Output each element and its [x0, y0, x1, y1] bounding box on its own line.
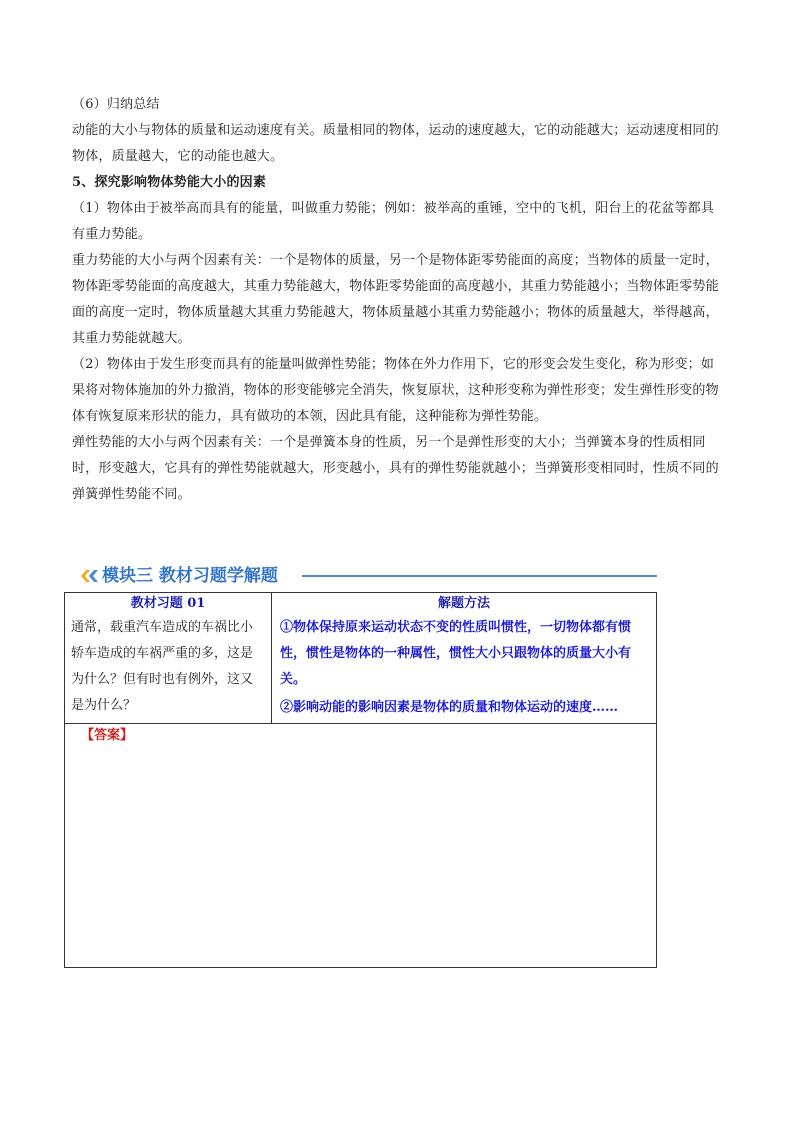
- paragraph-elastic-factors: 弹性势能的大小与两个因素有关：一个是弹簧本身的性质，另一个是弹性形变的大小；当弹簧本身的性质相同时，形变越大，它具有的弹性势能就越大，形变越小，具有的弹性势能就越小；当弹簧形变相同时，性质不同的弹簧弹性势能不同。: [72, 435, 719, 502]
- module-divider: [302, 575, 657, 577]
- module-title: 模块三 教材习题学解题: [102, 566, 278, 586]
- method-point-2: ②影响动能的影响因素是物体的质量和物体运动的速度……: [280, 700, 619, 715]
- answer-label: 【答案】: [81, 728, 134, 743]
- body-text: [72, 92, 722, 508]
- method-point-1: ①物体保持原来运动状态不变的性质叫惯性，一切物体都有惯性，惯性是物体的一种属性，惯性大小只跟物体的质量大小有关。: [280, 620, 632, 687]
- paragraph-summary-label: （6）归纳总结: [72, 97, 160, 112]
- table-row: [65, 593, 657, 724]
- paragraph-gravitational-factors: 重力势能的大小与两个因素有关：一个是物体的质量，另一个是物体距零势能面的高度；当物体的质量一定时，物体距零势能面的高度越大，其重力势能越大，物体距零势能面的高度越小，其重力势能越小；当物体距零势能面的高度一定时，物体质量越大其重力势能越大，物体质量越小其重力势能越小；物体的质量越大，举得越高，其重力势能就越大。: [72, 253, 719, 346]
- method-cell: [272, 593, 657, 724]
- double-chevron-icon: [80, 567, 100, 585]
- exercise-table: [64, 592, 657, 968]
- table-row: [65, 724, 657, 968]
- answer-cell[interactable]: [65, 724, 657, 968]
- module-header: [80, 564, 580, 588]
- paragraph-gravitational-definition: （1）物体由于被举高而具有的能量，叫做重力势能；例如：被举高的重锤，空中的飞机，阳台上的花盆等都具有重力势能。: [72, 201, 715, 242]
- section-heading-potential-energy: 5、探究影响物体势能大小的因素: [72, 175, 267, 190]
- paragraph-kinetic-energy: 动能的大小与物体的质量和运动速度有关。质量相同的物体，运动的速度越大，它的动能越大；运动速度相同的物体，质量越大，它的动能也越大。: [72, 123, 719, 164]
- method-header: 解题方法: [437, 596, 490, 611]
- exercise-number: 教材习题 01: [130, 596, 206, 611]
- question-cell: [65, 593, 272, 724]
- question-text: 通常，载重汽车造成的车祸比小轿车造成的车祸严重的多，这是为什么？但有时也有例外，这又是为什么？: [71, 620, 254, 713]
- paragraph-elastic-definition: （2）物体由于发生形变而具有的能量叫做弹性势能；物体在外力作用下，它的形变会发生变化，称为形变；如果将对物体施加的外力撤消，物体的形变能够完全消失，恢复原状，这种形变称为弹性形变；发生弹性形变的物体有恢复原来形状的能力，具有做功的本领，因此具有能，这种能称为弹性势能。: [72, 357, 719, 424]
